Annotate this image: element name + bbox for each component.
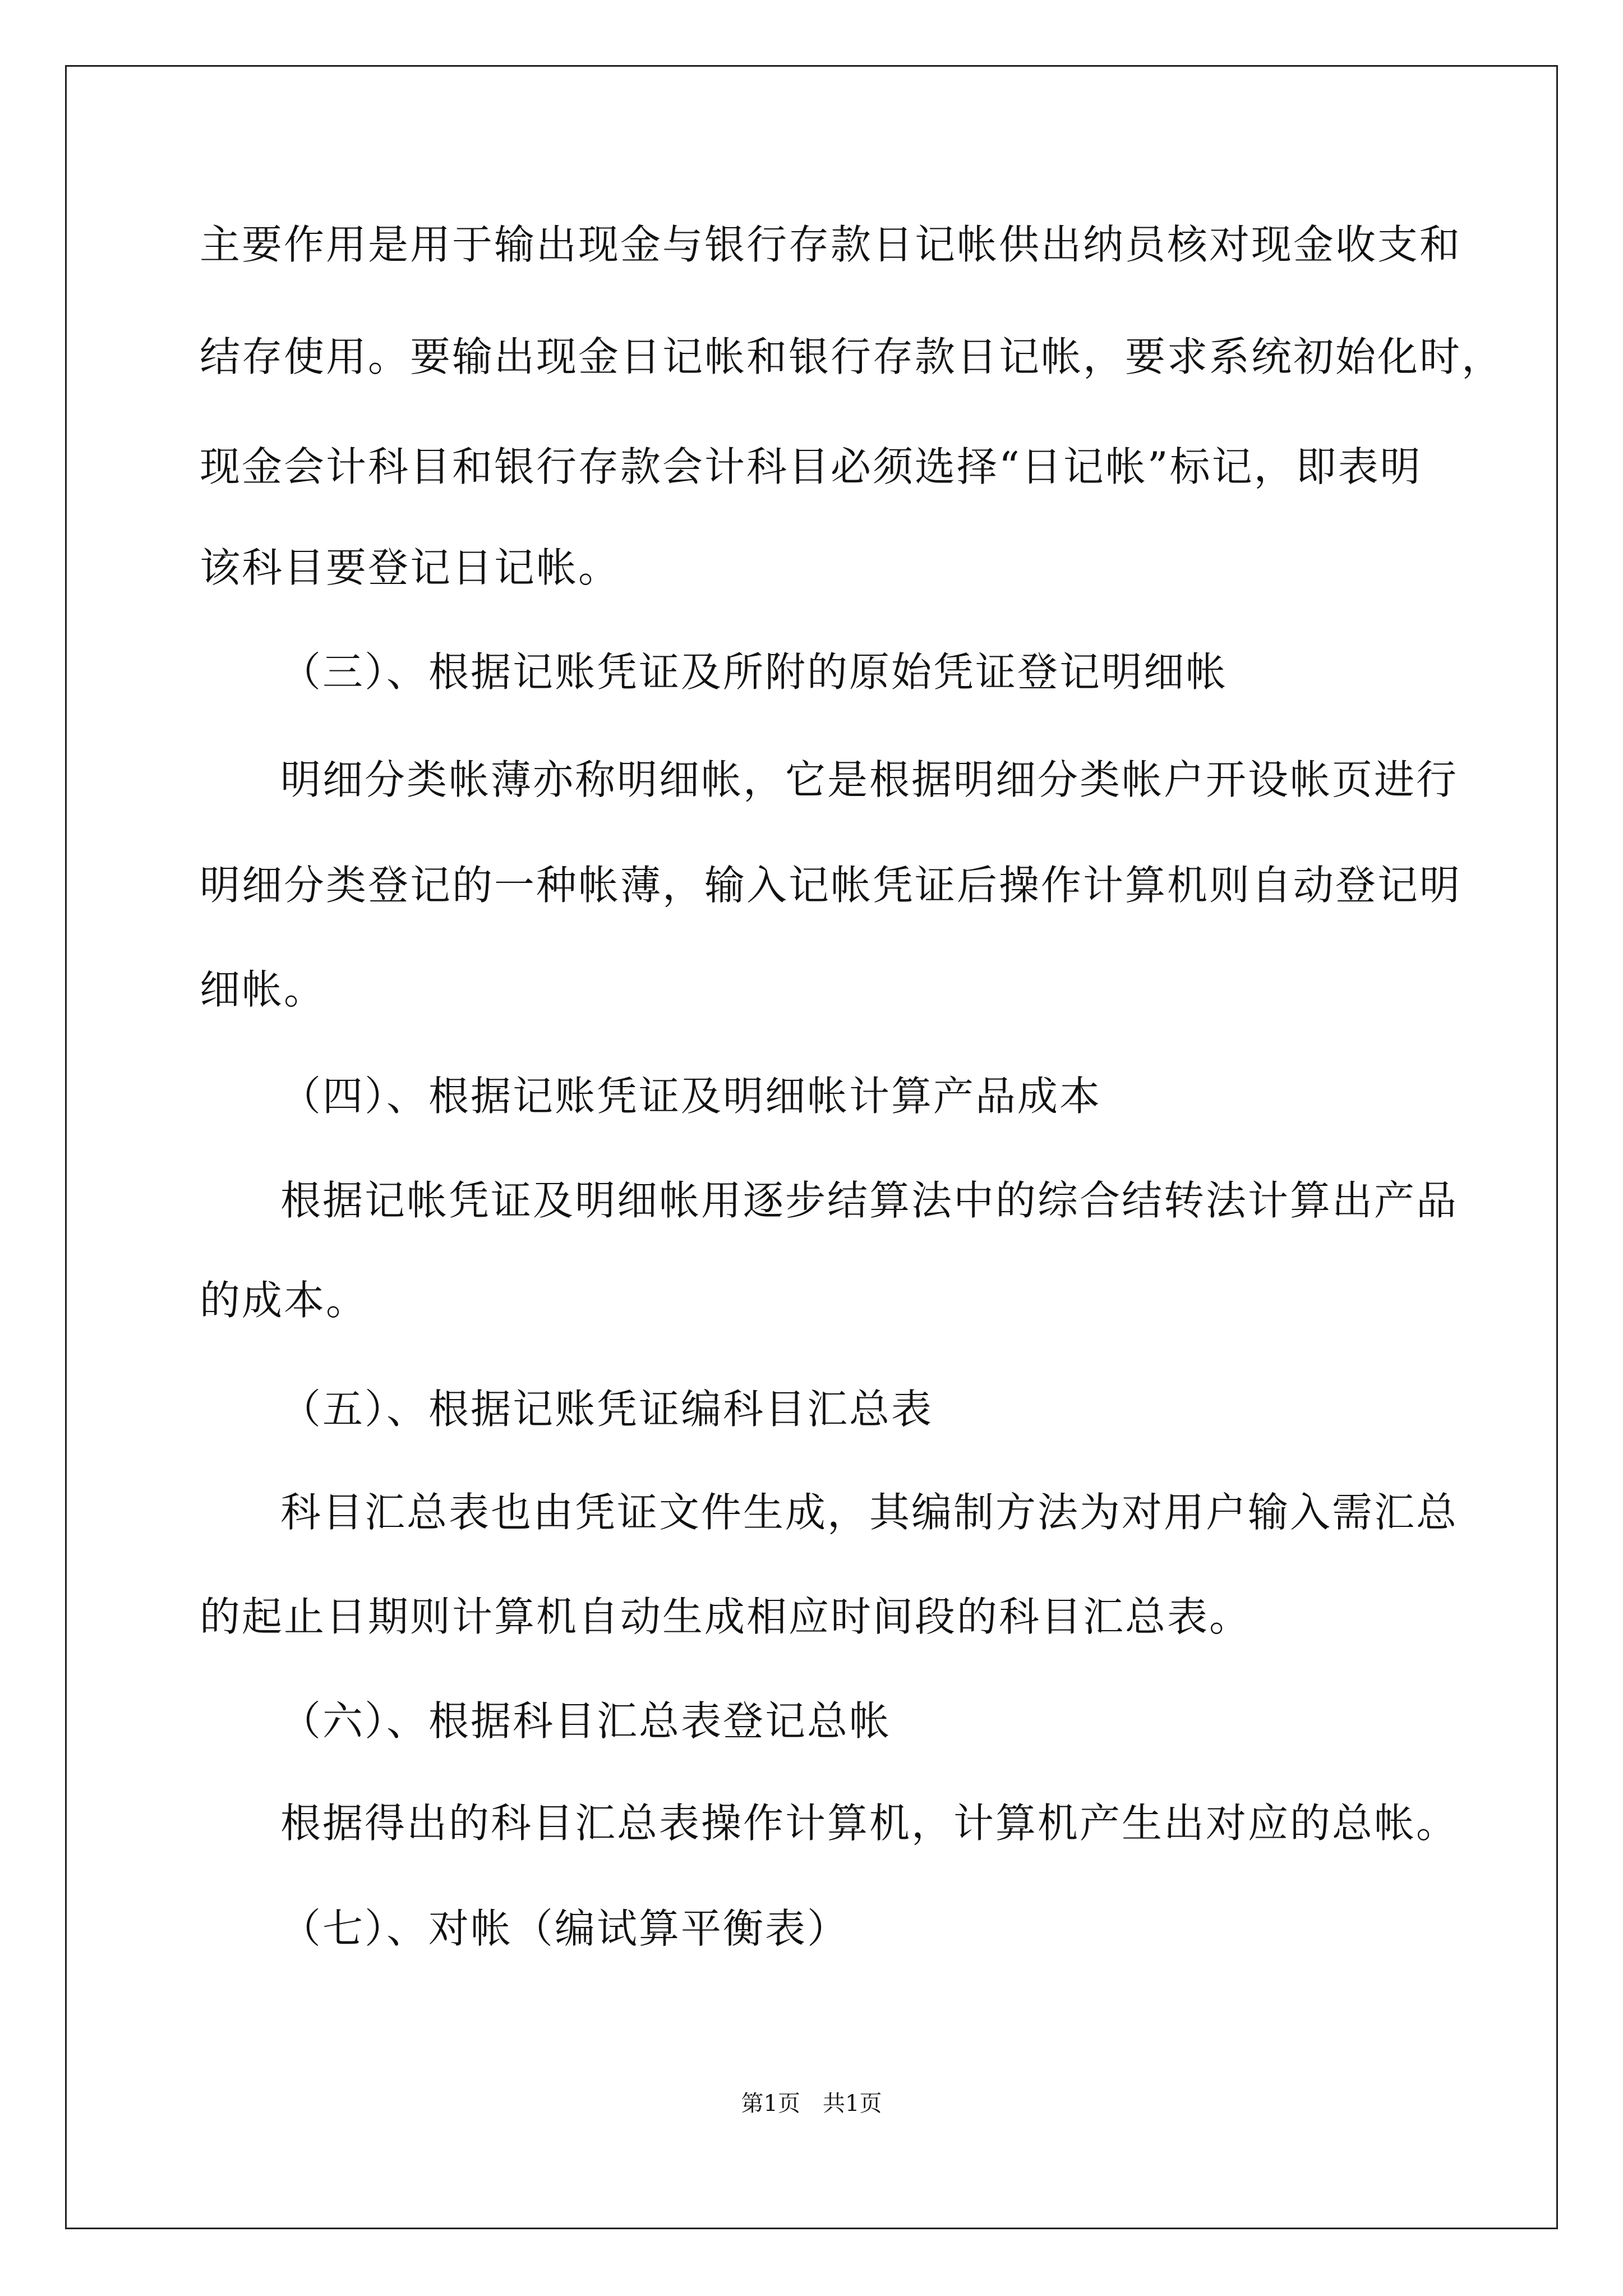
body-line: 的起止日期则计算机自动生成相应时间段的科目汇总表。 bbox=[200, 1593, 1252, 1640]
body-line: 根据得出的科目汇总表操作计算机，计算机产生出对应的总帐。 bbox=[280, 1800, 1459, 1847]
body-line: 的成本。 bbox=[200, 1277, 368, 1324]
body-line: 明细分类帐薄亦称明细帐，它是根据明细分类帐户开设帐页进行 bbox=[280, 756, 1459, 803]
body-line: 结存使用。要输出现金日记帐和银行存款日记帐，要求系统初始化时， bbox=[200, 333, 1504, 380]
body-line: 明细分类登记的一种帐薄，输入记帐凭证后操作计算机则自动登记明 bbox=[200, 862, 1462, 909]
section-heading: （四）、根据记账凭证及明细帐计算产品成本 bbox=[280, 1073, 1102, 1120]
section-heading: （三）、根据记账凭证及所附的原始凭证登记明细帐 bbox=[280, 648, 1228, 696]
body-line: 该科目要登记日记帐。 bbox=[200, 544, 621, 591]
body-line: 主要作用是用于输出现金与银行存款日记帐供出纳员核对现金收支和 bbox=[200, 221, 1462, 268]
section-heading: （七）、对帐（编试算平衡表） bbox=[280, 1905, 850, 1952]
body-line: 科目汇总表也由凭证文件生成，其编制方法为对用户输入需汇总 bbox=[280, 1489, 1459, 1536]
body-line: 根据记帐凭证及明细帐用逐步结算法中的综合结转法计算出产品 bbox=[280, 1177, 1459, 1224]
section-heading: （六）、根据科目汇总表登记总帐 bbox=[280, 1697, 892, 1745]
body-line: 现金会计科目和银行存款会计科目必须选择“日记帐”标记，即表明 bbox=[200, 443, 1422, 490]
body-line: 细帐。 bbox=[200, 966, 326, 1013]
section-heading: （五）、根据记账凭证编科目汇总表 bbox=[280, 1386, 934, 1433]
page-number: 第1页 共1页 bbox=[741, 2091, 882, 2116]
